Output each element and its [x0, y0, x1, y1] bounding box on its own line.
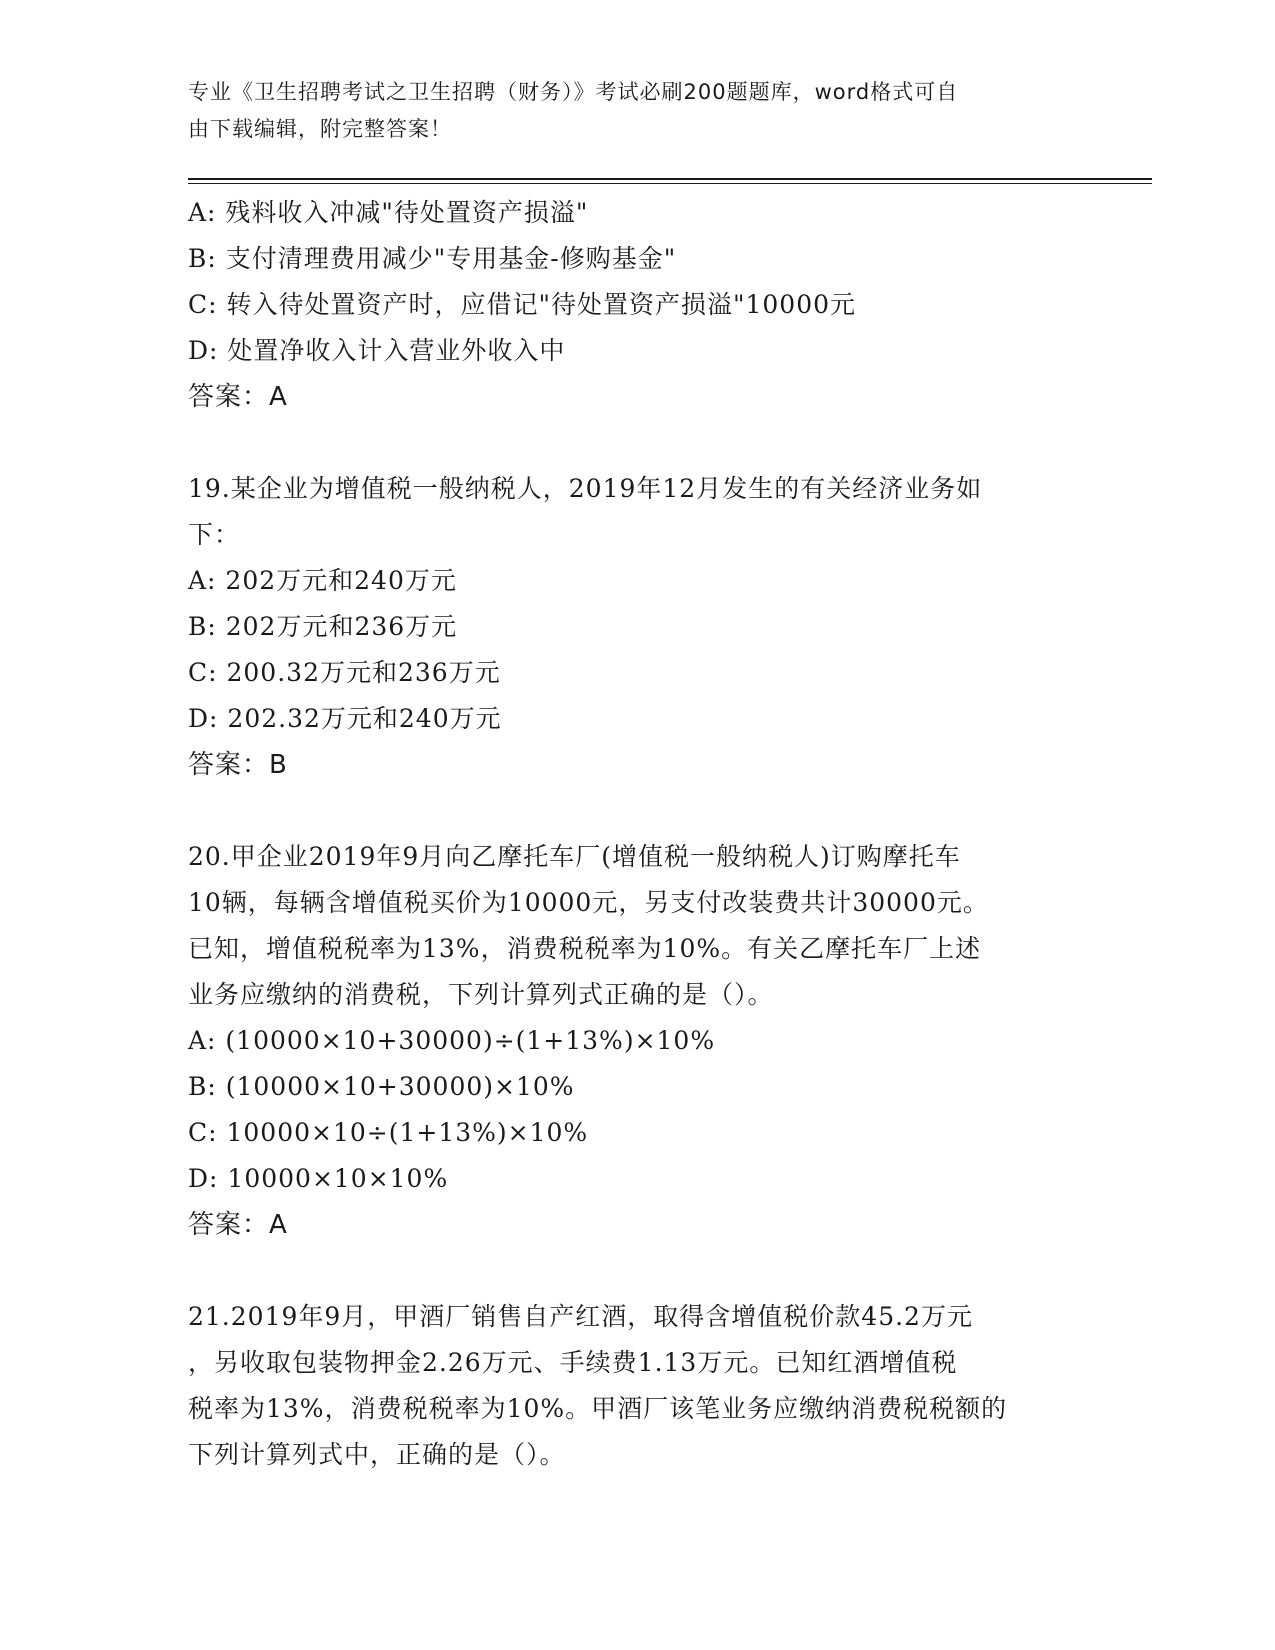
answer: 答案：B — [188, 750, 288, 780]
question-19 — [188, 466, 1088, 788]
option-c: C: 转入待处置资产时，应借记"待处置资产损溢"10000元 — [188, 290, 857, 319]
header-line-2: 由下载编辑，附完整答案！ — [188, 117, 452, 141]
question-stem-line: 20.甲企业2019年9月向乙摩托车厂(增值税一般纳税人)订购摩托车 — [188, 842, 961, 871]
header-line-1: 专业《卫生招聘考试之卫生招聘（财务）》考试必刷200题题库，word格式可自 — [188, 80, 959, 104]
question-stem-line: ，另收取包装物押金2.26万元、手续费1.13万元。已知红酒增值税 — [188, 1348, 958, 1377]
answer: 答案：A — [188, 382, 288, 412]
header-divider-thin — [188, 183, 1152, 184]
question-content — [188, 190, 1088, 1478]
option-b: B: 202万元和236万元 — [188, 612, 458, 641]
question-stem-line: 税率为13%，消费税税率为10%。甲酒厂该笔业务应缴纳消费税税额的 — [188, 1394, 1008, 1423]
question-stem-line: 下： — [188, 520, 241, 549]
option-b: B: (10000×10+30000)×10% — [188, 1072, 575, 1101]
option-d: D: 10000×10×10% — [188, 1164, 449, 1193]
option-b: B: 支付清理费用减少"专用基金-修购基金" — [188, 244, 677, 273]
question-21 — [188, 1294, 1088, 1478]
question-stem-line: 10辆，每辆含增值税买价为10000元，另支付改装费共计30000元。 — [188, 888, 989, 917]
option-c: C: 200.32万元和236万元 — [188, 658, 501, 687]
spacer — [188, 420, 1088, 466]
option-a: A: 残料收入冲减"待处置资产损溢" — [188, 198, 589, 227]
spacer — [188, 1248, 1088, 1294]
question-stem-line: 业务应缴纳的消费税，下列计算列式正确的是（）。 — [188, 980, 774, 1009]
question-18 — [188, 190, 1088, 420]
header-divider-thick — [188, 178, 1152, 180]
option-a: A: 202万元和240万元 — [188, 566, 457, 595]
option-a: A: (10000×10+30000)÷(1+13%)×10% — [188, 1026, 716, 1055]
question-20 — [188, 834, 1088, 1248]
question-stem-line: 已知，增值税税率为13%，消费税税率为10%。有关乙摩托车厂上述 — [188, 934, 982, 963]
question-stem-line: 21.2019年9月，甲酒厂销售自产红酒，取得含增值税价款45.2万元 — [188, 1302, 973, 1331]
option-c: C: 10000×10÷(1+13%)×10% — [188, 1118, 589, 1147]
spacer — [188, 788, 1088, 834]
question-stem-line: 19.某企业为增值税一般纳税人，2019年12月发生的有关经济业务如 — [188, 474, 983, 503]
option-d: D: 处置净收入计入营业外收入中 — [188, 336, 566, 365]
question-stem-line: 下列计算列式中，正确的是（）。 — [188, 1440, 566, 1469]
option-d: D: 202.32万元和240万元 — [188, 704, 502, 733]
document-header — [188, 74, 1068, 148]
answer: 答案：A — [188, 1210, 288, 1240]
